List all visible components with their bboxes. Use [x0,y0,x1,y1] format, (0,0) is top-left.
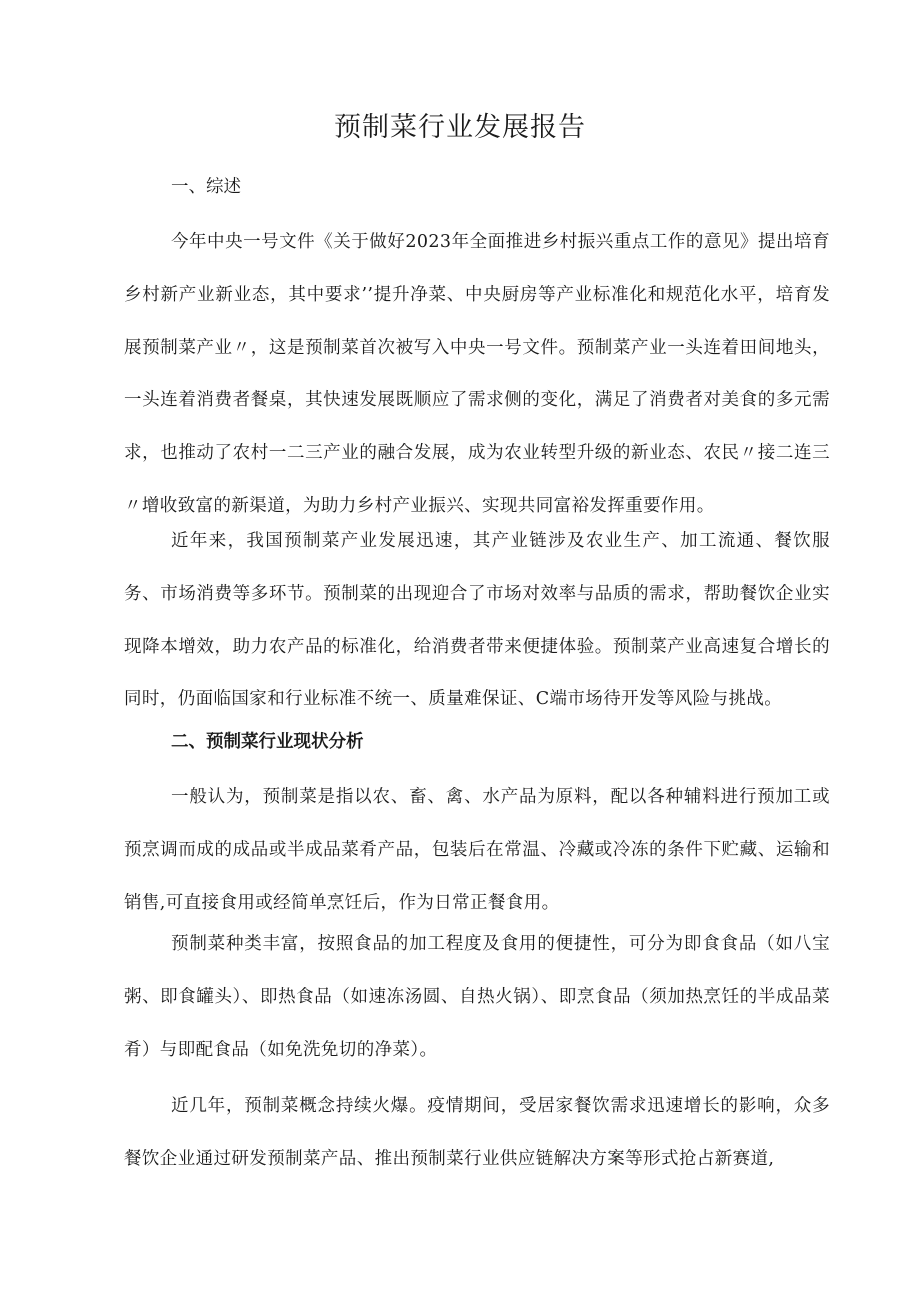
document-title: 预制菜行业发展报告 [334,112,586,143]
paragraph-status-3: 近几年，预制菜概念持续火爆。疫情期间，受居家餐饮需求迅速增长的影响，众多餐饮企业通过研发预制菜产品、推出预制菜行业供应链解决方案等形式抢占新赛道, [124,1096,830,1169]
section-heading-status-analysis: 二、预制菜行业现状分析 [171,732,364,752]
paragraph-status-1: 一般认为，预制菜是指以农、畜、禽、水产品为原料，配以各种辅料进行预加工或预烹调而成的成品或半成品菜肴产品，包装后在常温、冷藏或冷冻的条件下贮藏、运输和销售,可直接食用或经简单烹饪后，作为日常正餐食用。 [124,787,830,913]
paragraph-overview-2: 近年来，我国预制菜产业发展迅速，其产业链涉及农业生产、加工流通、餐饮服务、市场消费等多环节。预制菜的出现迎合了市场对效率与品质的需求，帮助餐饮企业实现降本增效，助力农产品的标准化，给消费者带来便捷体验。预制菜产业高速复合增长的同时，仍面临国家和行业标准不统一、质量难保证、C端市场待开发等风险与挑战。 [124,531,830,710]
section-heading-overview: 一、综述 [171,177,241,197]
paragraph-overview-1: 今年中央一号文件《关于做好2023年全面推进乡村振兴重点工作的意见》提出培育乡村新产业新业态，其中要求’’提升净菜、中央厨房等产业标准化和规范化水平，培育发展预制菜产业〃，这是预制菜首次被写入中央一号文件。预制菜产业一头连着田间地头，一头连着消费者餐桌，其快速发展既顺应了需求侧的变化，满足了消费者对美食的多元需求，也推动了农村一二三产业的融合发展，成为农业转型升级的新业态、农民〃接二连三〃增收致富的新渠道，为助力乡村产业振兴、实现共同富裕发挥重要作用。 [124,232,830,516]
paragraph-status-2: 预制菜种类丰富，按照食品的加工程度及食用的便捷性，可分为即食食品（如八宝粥、即食罐头）、即热食品（如速冻汤圆、自热火锅）、即烹食品（须加热烹饪的半成品菜肴）与即配食品（如免洗免切的净菜）。 [124,934,830,1060]
